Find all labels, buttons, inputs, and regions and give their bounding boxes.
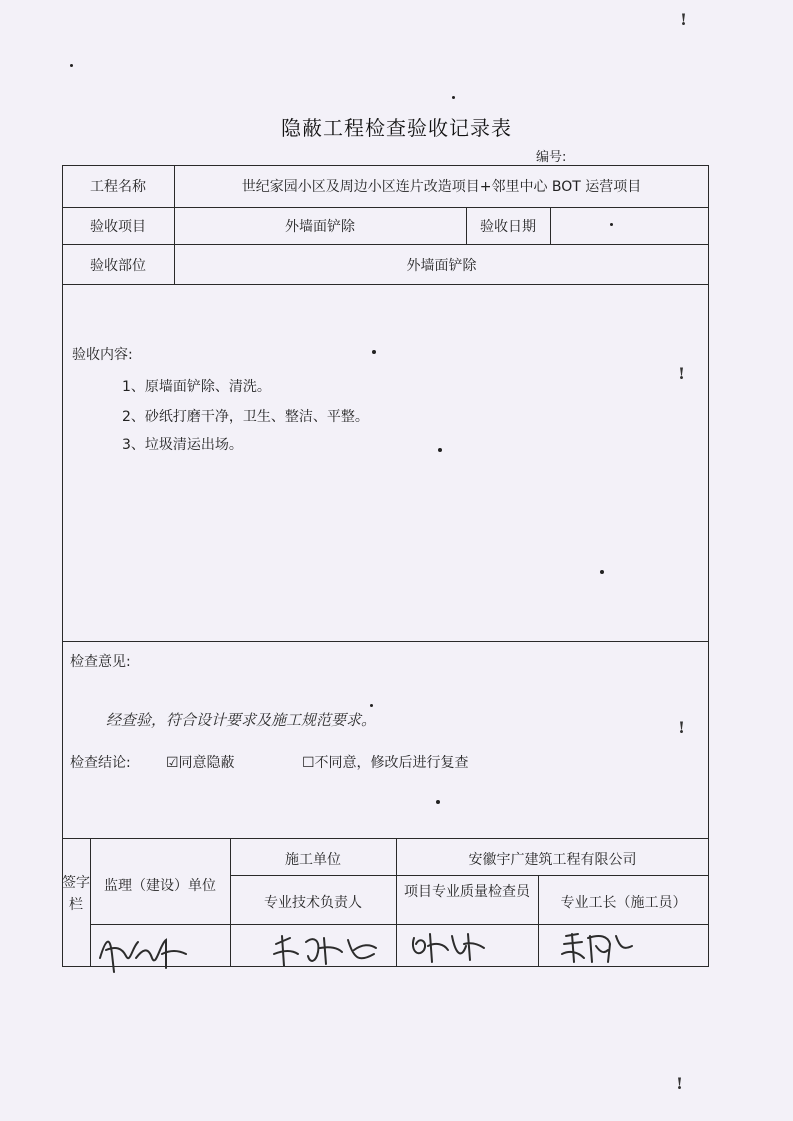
content-label: 验收内容: bbox=[72, 347, 133, 363]
scan-speck bbox=[610, 223, 613, 226]
scan-mark: ! bbox=[678, 364, 686, 383]
construction-unit-label: 施工单位 bbox=[285, 852, 341, 868]
inspection-opinion-text: 经查验，符合设计要求及施工规范要求。 bbox=[106, 711, 377, 729]
acceptance-item-value: 外墙面铲除 bbox=[285, 219, 355, 235]
acceptance-part-value: 外墙面铲除 bbox=[406, 258, 477, 274]
scan-speck bbox=[452, 96, 455, 99]
supervision-unit-label: 监理（建设）单位 bbox=[104, 878, 216, 894]
content-item: 1、原墙面铲除、清洗。 bbox=[122, 379, 271, 395]
scan-speck bbox=[436, 800, 440, 804]
scan-speck bbox=[372, 350, 376, 354]
signature-section-label: 签字栏 bbox=[62, 875, 90, 913]
agree-option: ☑同意隐蔽 bbox=[166, 755, 235, 771]
quality-inspector-signature bbox=[408, 928, 488, 972]
row-divider bbox=[62, 244, 709, 245]
scan-mark: ! bbox=[680, 10, 688, 29]
scan-mark: ! bbox=[676, 1074, 684, 1093]
scan-speck bbox=[70, 64, 73, 67]
scan-speck bbox=[600, 570, 604, 574]
content-item: 3、垃圾清运出场。 bbox=[122, 437, 243, 453]
scan-speck bbox=[438, 448, 442, 452]
row-divider bbox=[90, 924, 709, 925]
quality-inspector-label: 项目专业质量检查员 bbox=[404, 884, 530, 900]
inspection-opinion-label: 检查意见: bbox=[70, 654, 131, 670]
project-name-value: 世纪家园小区及周边小区连片改造项目+邻里中心 BOT 运营项目 bbox=[241, 179, 642, 195]
content-item: 2、砂纸打磨干净，卫生、整洁、平整。 bbox=[122, 409, 369, 425]
acceptance-item-label: 验收项目 bbox=[90, 219, 146, 235]
supervisor-signature bbox=[96, 928, 192, 978]
foreman-signature bbox=[558, 928, 638, 972]
inspection-conclusion-label: 检查结论: bbox=[70, 755, 131, 771]
row-divider bbox=[62, 838, 709, 839]
construction-unit-value: 安徽宇广建筑工程有限公司 bbox=[468, 852, 637, 868]
acceptance-part-label: 验收部位 bbox=[90, 258, 146, 274]
scan-mark: ! bbox=[678, 718, 686, 737]
row-divider bbox=[62, 641, 709, 642]
row-divider bbox=[230, 875, 709, 876]
scan-speck bbox=[370, 704, 373, 707]
row-divider bbox=[62, 284, 709, 285]
project-name-label: 工程名称 bbox=[90, 179, 146, 195]
acceptance-date-label: 验收日期 bbox=[480, 219, 536, 235]
document-title: 隐蔽工程检查验收记录表 bbox=[281, 116, 512, 140]
serial-number-label: 编号: bbox=[536, 150, 567, 165]
column-divider bbox=[538, 875, 539, 967]
column-divider bbox=[550, 207, 551, 244]
row-divider bbox=[62, 207, 709, 208]
foreman-label: 专业工长（施工员） bbox=[560, 895, 687, 911]
column-divider bbox=[90, 838, 91, 967]
form-frame bbox=[62, 165, 709, 967]
tech-lead-label: 专业技术负责人 bbox=[264, 895, 362, 911]
tech-lead-signature bbox=[270, 930, 380, 974]
disagree-option: ☐不同意，修改后进行复查 bbox=[302, 755, 469, 771]
